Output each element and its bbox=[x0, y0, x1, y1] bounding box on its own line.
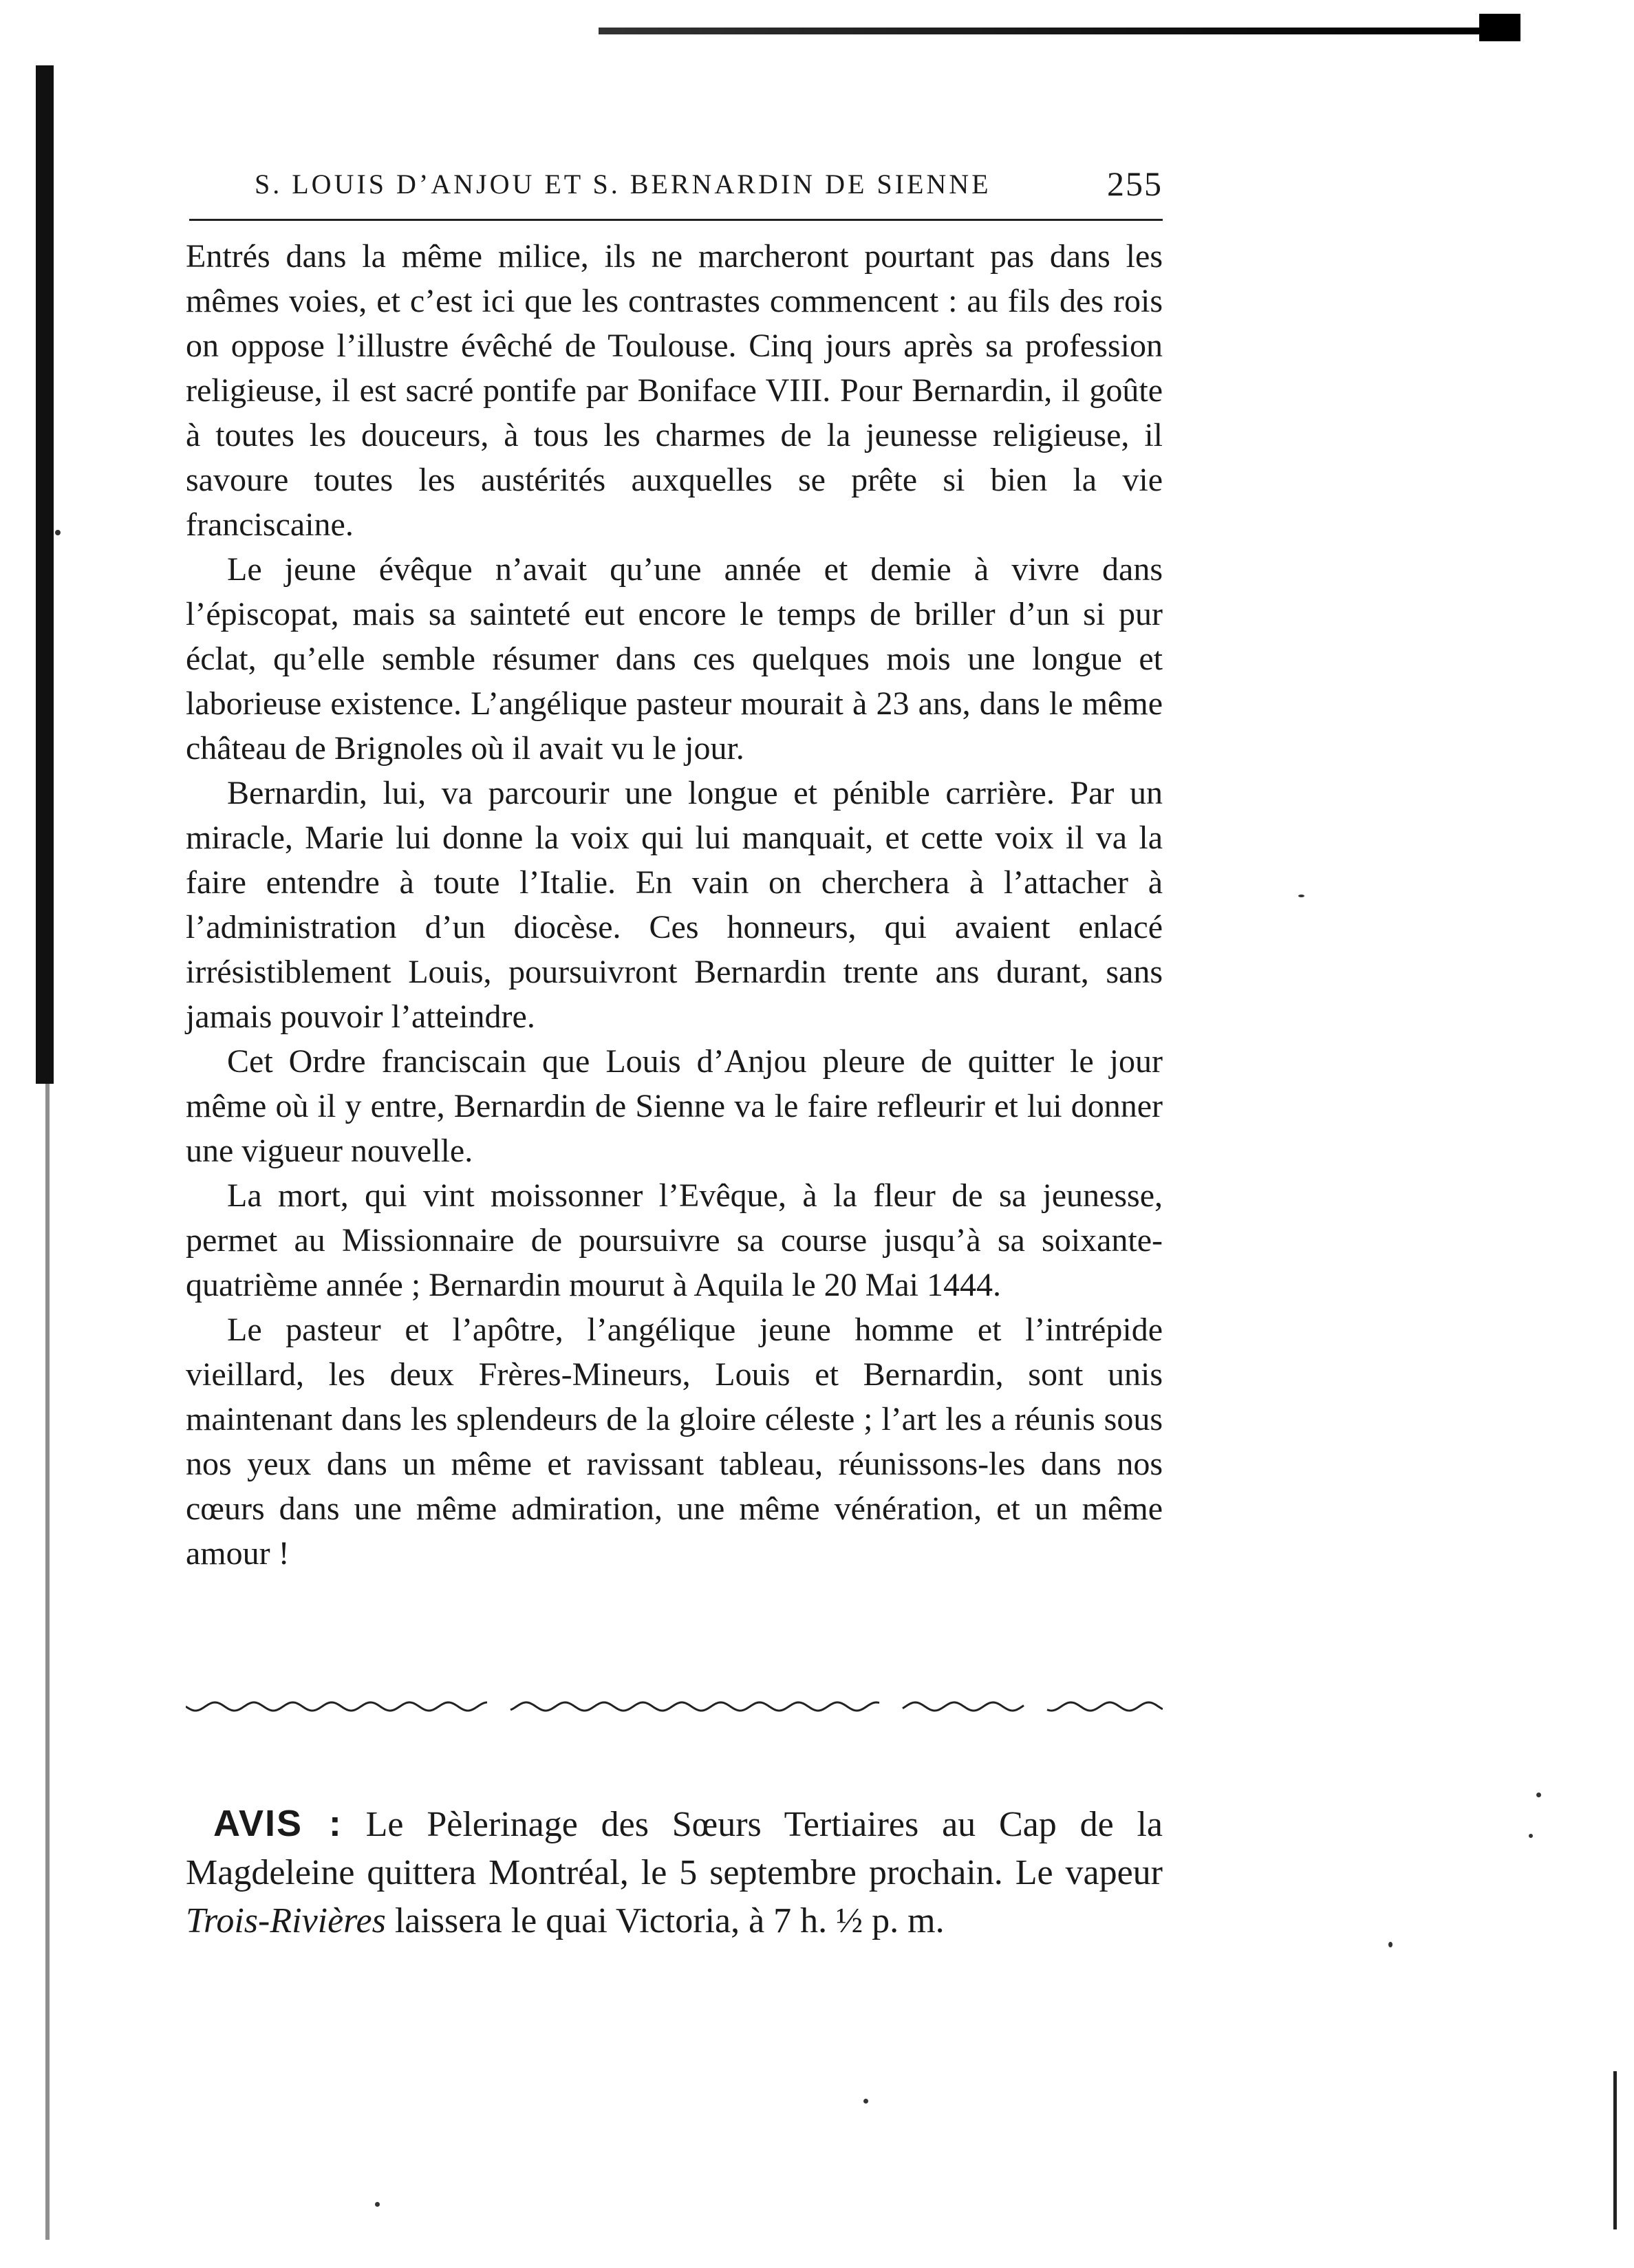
scan-left-binding-line bbox=[45, 1084, 50, 2240]
scan-right-edge-mark bbox=[1613, 2071, 1617, 2229]
notice bbox=[186, 1799, 1163, 1945]
notice-label: AVIS : bbox=[213, 1803, 343, 1844]
notice-text: Le Pèlerinage des Sœurs Tertiaires au Cap de la Magdeleine quittera Montréal, le 5 septembre prochain. Le vapeur bbox=[186, 1805, 1163, 1892]
scan-speck bbox=[55, 530, 61, 535]
vessel-name: Trois-Rivières bbox=[186, 1901, 386, 1940]
scan-left-binding-shadow bbox=[36, 65, 54, 1084]
scan-speck bbox=[1298, 895, 1304, 897]
paragraph: Le pasteur et l’apôtre, l’angélique jeune homme et l’intrépide vieillard, les deux Frères-Mineurs, Louis et Bernardin, sont unis maintenant dans les splendeurs de la gloire céleste ; l’art les a réunis sous nos yeux dans un même et ravissant tableau, réunissons-les dans nos cœurs dans une même admiration, une même vénération, et un même amour ! bbox=[186, 1312, 1163, 1572]
header-rule bbox=[189, 219, 1163, 221]
paragraph: Cet Ordre franciscain que Louis d’Anjou pleure de quitter le jour même où il y entre, Bernardin de Sienne va le faire refleurir et lui donner une vigueur nouvelle. bbox=[186, 1043, 1163, 1169]
paragraph: Bernardin, lui, va parcourir une longue et pénible carrière. Par un miracle, Marie lui donne la voix qui lui manquait, et cette voix il va la faire entendre à toute l’Italie. En vain on cherchera à l’attacher à l’administration d’un diocèse. Ces honneurs, qui avaient enlacé irrésistiblement Louis, poursuivront Bernardin trente ans durant, sans jamais pouvoir l’atteindre. bbox=[186, 775, 1163, 1035]
paragraph: La mort, qui vint moissonner l’Evêque, à la fleur de sa jeunesse, permet au Missionnaire de poursuivre sa course jusqu’à sa soixante-quatrième année ; Bernardin mourut à Aquila le 20 Mai 1444. bbox=[186, 1177, 1163, 1303]
scan-speck bbox=[1529, 1834, 1533, 1838]
scan-speck bbox=[1388, 1942, 1393, 1947]
scan-speck bbox=[375, 2202, 380, 2207]
running-head: S. LOUIS D’ANJOU ET S. BERNARDIN DE SIENNE bbox=[255, 169, 991, 200]
paragraph: Le jeune évêque n’avait qu’une année et demie à vivre dans l’épiscopat, mais sa sainteté eut encore le temps de briller d’un si pur éclat, qu’elle semble résumer dans ces quelques mois une longue et laborieuse existence. L’angélique pasteur mourait à 23 ans, dans le même château de Brignoles où il avait vu le jour. bbox=[186, 551, 1163, 767]
scan-speck bbox=[863, 2099, 868, 2104]
scan-top-corner-mark bbox=[1479, 14, 1520, 41]
scan-top-edge-mark bbox=[599, 28, 1520, 34]
page-header bbox=[186, 161, 1163, 209]
wavy-separator-ornament bbox=[186, 1693, 1163, 1720]
notice-paragraph bbox=[186, 1799, 1163, 1945]
scan-speck bbox=[1536, 1793, 1541, 1797]
notice-text-end: laissera le quai Victoria, à 7 h. ½ p. m. bbox=[385, 1901, 945, 1940]
page-number: 255 bbox=[1107, 164, 1163, 203]
paragraph: Entrés dans la même milice, ils ne marcheront pourtant pas dans les mêmes voies, et c’est ici que les contrastes commencent : au fils des rois on oppose l’illustre évêché de Toulouse. Cinq jours après sa profession religieuse, il est sacré pontife par Boniface VIII. Pour Bernardin, il goûte à toutes les douceurs, à tous les charmes de la jeunesse religieuse, il savoure toutes les austérités auxquelles se prête si bien la vie franciscaine. bbox=[186, 238, 1163, 543]
body-text bbox=[186, 234, 1163, 1576]
